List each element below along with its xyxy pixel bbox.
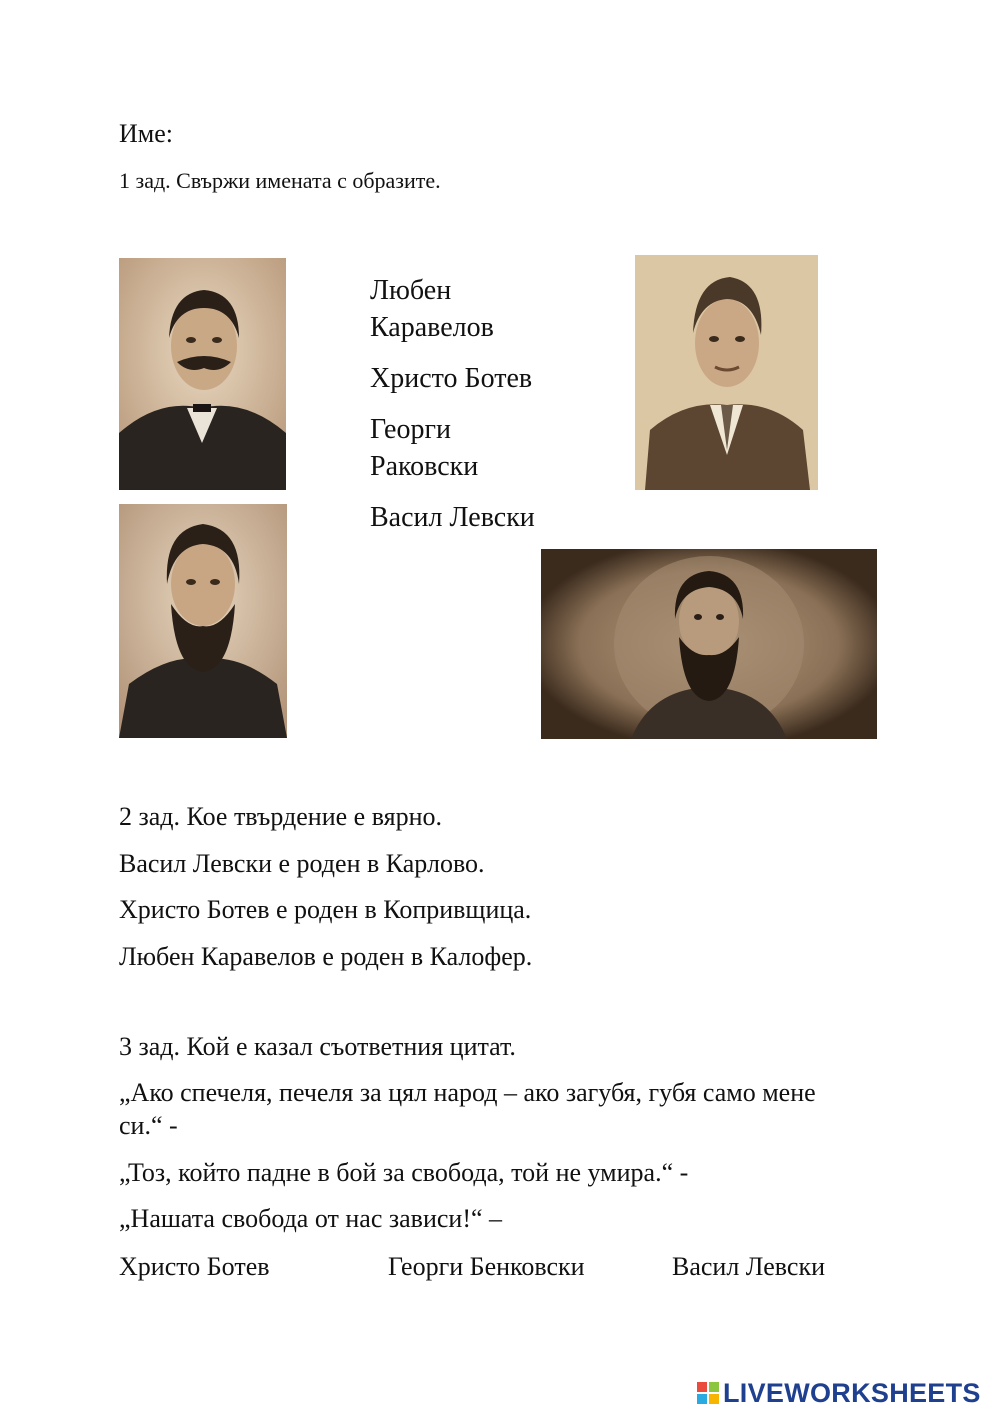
portrait-image	[119, 504, 287, 738]
logo-square	[709, 1382, 719, 1392]
logo-text: LIVEWORKSHEETS	[723, 1378, 981, 1408]
quote-1-line2: си.“ -	[119, 1111, 178, 1140]
portrait-image	[541, 549, 877, 739]
logo-mark-icon	[697, 1382, 719, 1404]
name-option-2[interactable]: Христо Ботев	[370, 363, 533, 394]
quote-3: „Нашата свобода от нас зависи!“ –	[119, 1204, 503, 1233]
name-option-1-line2[interactable]: Каравелов	[370, 312, 494, 343]
liveworksheets-logo[interactable]	[697, 1376, 981, 1410]
portrait-image	[119, 258, 286, 490]
name-option-4[interactable]: Васил Левски	[370, 502, 535, 533]
name-label: Име:	[119, 119, 173, 148]
statement-1[interactable]: Васил Левски е роден в Карлово.	[119, 849, 485, 878]
logo-square	[709, 1394, 719, 1404]
statement-2[interactable]: Христо Ботев е роден в Копривщица.	[119, 895, 532, 924]
logo-square	[697, 1394, 707, 1404]
name-option-3-line2[interactable]: Раковски	[370, 451, 479, 482]
portrait-lyuben-karavelov[interactable]	[119, 258, 286, 490]
logo-square	[697, 1382, 707, 1392]
answer-option-2[interactable]: Георги Бенковски	[388, 1252, 585, 1281]
task3-title: 3 зад. Кой е казал съответния цитат.	[119, 1032, 516, 1061]
portrait-hristo-botev[interactable]	[119, 504, 287, 738]
name-option-3-line1[interactable]: Георги	[370, 414, 451, 445]
portrait-georgi-rakovski[interactable]	[541, 549, 877, 739]
task2-title: 2 зад. Кое твърдение е вярно.	[119, 802, 443, 831]
quote-2: „Тоз, който падне в бой за свобода, той не умира.“ -	[119, 1158, 689, 1187]
name-option-1-line1[interactable]: Любен	[370, 275, 452, 306]
answer-option-3[interactable]: Васил Левски	[672, 1252, 826, 1281]
quote-1-line1: „Ако спечеля, печеля за цял народ – ако загубя, губя само мене	[119, 1078, 816, 1107]
task1-title: 1 зад. Свържи имената с образите.	[119, 168, 441, 193]
answer-option-1[interactable]: Христо Ботев	[119, 1252, 270, 1281]
portrait-vasil-levski[interactable]	[635, 255, 818, 490]
statement-3[interactable]: Любен Каравелов е роден в Калофер.	[119, 942, 533, 971]
portrait-image	[635, 255, 818, 490]
